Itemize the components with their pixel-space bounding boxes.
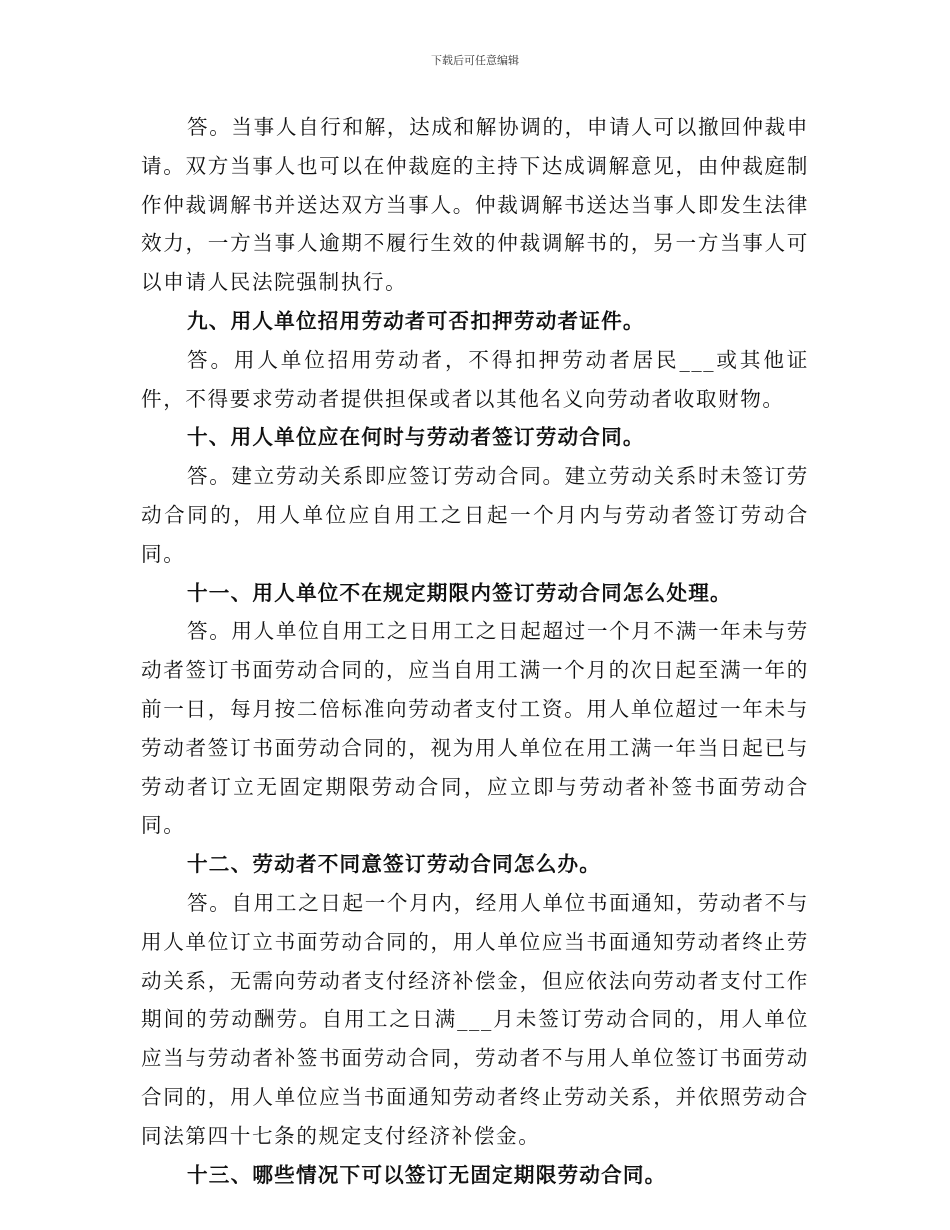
answer-paragraph: 答。用人单位自用工之日用工之日起超过一个月不满一年未与劳动者签订书面劳动合同的，应当自用工满一个月的次日起至满一年的前一日，每月按二倍标准向劳动者支付工资。用人单位超过一年未与劳动者签订书面劳动合同的，视为用人单位在用工满一年当日起已与劳动者订立无固定期限劳动合同，应立即与劳动者补签书面劳动合同。 [141,619,809,838]
question-heading: 十、用人单位应在何时与劳动者签订劳动合同。 [187,425,645,450]
answer-paragraph: 答。当事人自行和解，达成和解协调的，申请人可以撤回仲裁申请。双方当事人也可以在仲裁庭的主持下达成调解意见，由仲裁庭制作仲裁调解书并送达双方当事人。仲裁调解书送达当事人即发生法律效力，一方当事人逾期不履行生效的仲裁调解书的，另一方当事人可以申请人民法院强制执行。 [141,115,809,295]
page-header-note: 下载后可任意编辑 [431,54,519,67]
answer-paragraph: 答。自用工之日起一个月内，经用人单位书面通知，劳动者不与用人单位订立书面劳动合同的，用人单位应当书面通知劳动者终止劳动关系，无需向劳动者支付经济补偿金，但应依法向劳动者支付工作期间的劳动酬劳。自用工之日满___月未签订劳动合同的，用人单位应当与劳动者补签书面劳动合同，劳动者不与用人单位签订书面劳动合同的，用人单位应当书面通知劳动者终止劳动关系，并依照劳动合同法第四十七条的规定支付经济补偿金。 [141,890,809,1148]
document-body [141,108,809,1194]
question-heading: 十三、哪些情况下可以签订无固定期限劳动合同。 [187,1162,667,1187]
question-heading: 九、用人单位招用劳动者可否扣押劳动者证件。 [187,308,645,333]
answer-paragraph: 答。建立劳动关系即应签订劳动合同。建立劳动关系时未签订劳动合同的，用人单位应自用工之日起一个月内与劳动者签订劳动合同。 [141,464,809,566]
answer-paragraph: 答。用人单位招用劳动者，不得扣押劳动者居民___或其他证件，不得要求劳动者提供担保或者以其他名义向劳动者收取财物。 [141,347,809,411]
question-heading: 十二、劳动者不同意签订劳动合同怎么办。 [187,852,602,877]
question-heading: 十一、用人单位不在规定期限内签订劳动合同怎么处理。 [187,580,732,605]
